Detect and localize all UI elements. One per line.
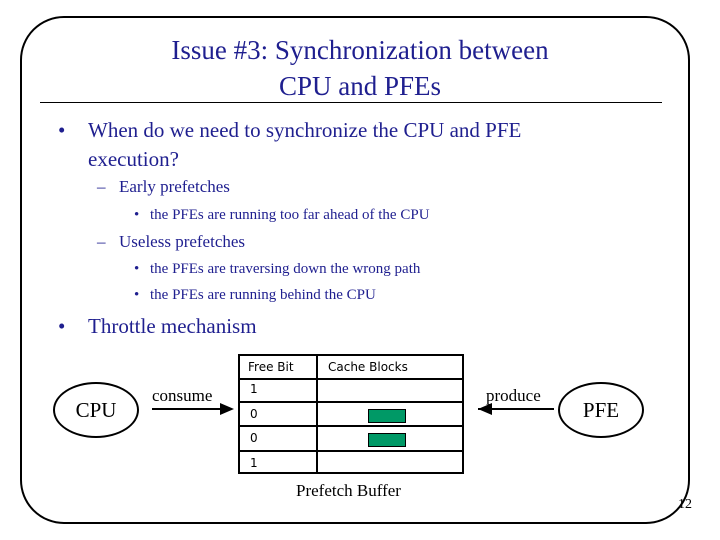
row-divider <box>240 425 462 427</box>
prefetch-buffer-table <box>238 354 464 474</box>
pfe-node <box>558 382 644 438</box>
free-bit-cell: 0 <box>250 431 258 445</box>
bullet-1-marker: • <box>58 118 66 142</box>
item-wrong-path: the PFEs are traversing down the wrong path <box>150 261 421 277</box>
title-line-2: CPU and PFEs <box>278 71 442 101</box>
sub-bullet-early: Early prefetches <box>119 177 230 196</box>
item-bullet-marker: • <box>134 287 140 303</box>
free-bit-cell: 0 <box>250 407 258 421</box>
free-bit-cell: 1 <box>250 456 258 470</box>
column-header-cache-blocks: Cache Blocks <box>328 360 408 374</box>
row-divider <box>240 450 462 452</box>
column-header-free-bit: Free Bit <box>248 360 294 374</box>
title-divider <box>40 102 662 103</box>
title-line-1: Issue #3: Synchronization between <box>171 35 549 65</box>
item-behind-cpu: the PFEs are running behind the CPU <box>150 287 376 303</box>
bullet-1-text: When do we need to synchronize the CPU and PFE <box>88 118 522 142</box>
row-divider <box>240 401 462 403</box>
row-divider <box>240 378 462 380</box>
item-bullet-marker: • <box>134 207 140 223</box>
page-number: 12 <box>678 497 692 512</box>
produce-label: produce <box>486 386 541 405</box>
sub-bullet-useless: Useless prefetches <box>119 232 246 251</box>
sub-bullet-1-marker: – <box>97 177 106 196</box>
cpu-node <box>53 382 139 438</box>
item-too-far-ahead: the PFEs are running too far ahead of the CPU <box>150 207 430 223</box>
bullet-2-marker: • <box>58 314 66 338</box>
consume-label: consume <box>152 386 213 405</box>
slide-title <box>60 32 660 104</box>
cache-block-filled <box>368 409 406 423</box>
prefetch-buffer-label: Prefetch Buffer <box>296 481 401 500</box>
sub-bullet-2-marker: – <box>97 232 106 251</box>
bullet-1-text-cont: execution? <box>88 147 179 171</box>
column-divider <box>316 356 318 472</box>
consume-arrow-line <box>152 408 222 410</box>
cache-block-filled <box>368 433 406 447</box>
item-bullet-marker: • <box>134 261 140 277</box>
pfe-label: PFE <box>582 397 620 422</box>
cpu-label: CPU <box>75 397 117 422</box>
consume-arrow-head <box>220 403 234 415</box>
produce-arrow-head <box>478 403 492 415</box>
free-bit-cell: 1 <box>250 382 258 396</box>
bullet-2-text: Throttle mechanism <box>88 314 257 338</box>
